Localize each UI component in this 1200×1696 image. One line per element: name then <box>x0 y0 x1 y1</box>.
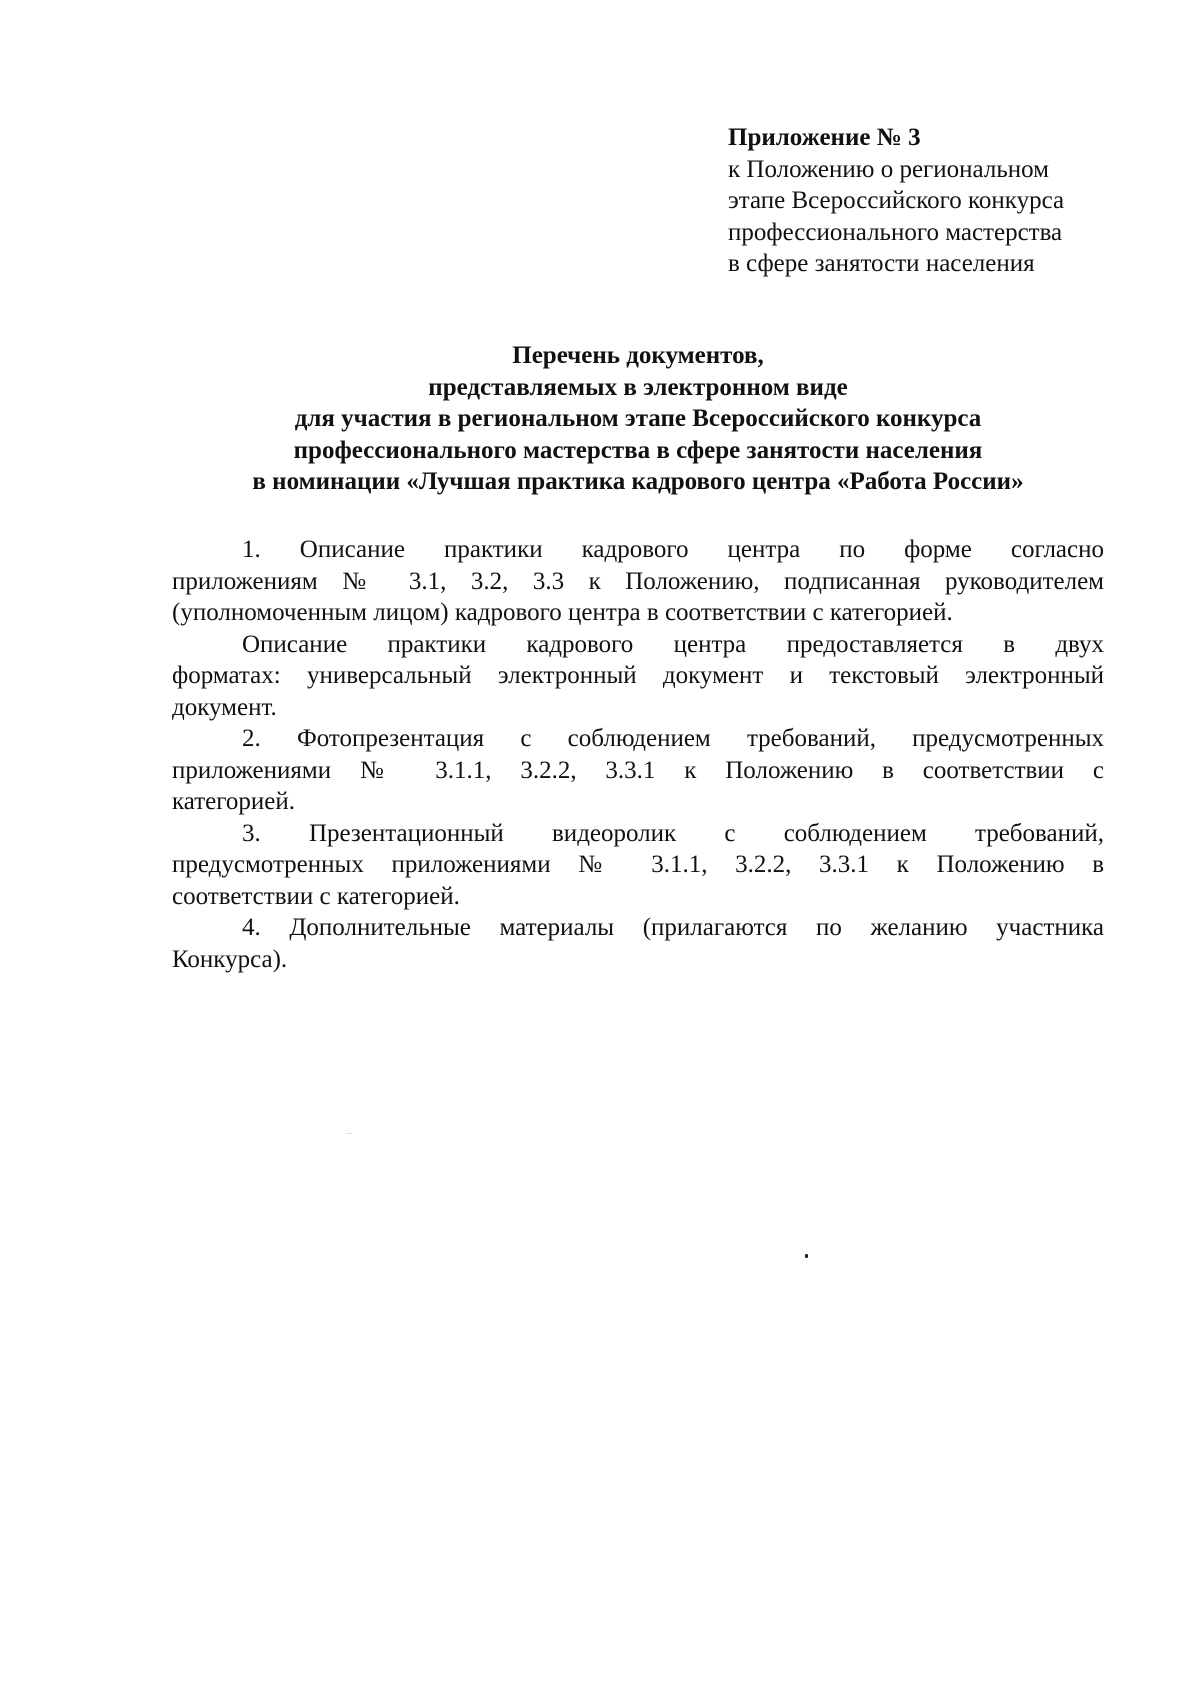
heading-line: для участия в региональном этапе Всероссийского конкурса <box>294 405 982 432</box>
appendix-line: этапе Всероссийского конкурса <box>728 187 1065 214</box>
document-body <box>172 534 1104 975</box>
paragraph-line: форматах: универсальный электронный документ и текстовый электронный <box>172 662 1104 689</box>
paragraph-description-formats <box>172 629 1104 724</box>
appendix-title: Приложение № 3 <box>728 124 921 151</box>
paragraph-item-2 <box>172 723 1104 818</box>
scan-artifact <box>346 1133 352 1134</box>
paragraph-line: 4. Дополнительные материалы (прилагаются по желанию участника <box>242 914 1104 941</box>
appendix-line: профессионального мастерства <box>728 218 1063 246</box>
paragraph-item-1 <box>172 534 1104 629</box>
paragraph-line: приложениями № 3.1.1, 3.2.2, 3.3.1 к Положению в соответствии с <box>172 756 1104 784</box>
heading-line: представляемых в электронном виде <box>428 373 848 401</box>
paragraph-line: предусмотренных приложениями № 3.1.1, 3.2.2, 3.3.1 к Положению в <box>172 851 1104 878</box>
appendix-reference <box>728 122 1128 280</box>
document-heading <box>172 340 1104 498</box>
paragraph-line: документ. <box>172 693 277 721</box>
heading-line: Перечень документов, <box>512 342 764 369</box>
appendix-line: к Положению о региональном <box>728 155 1049 183</box>
paragraph-line: 1. Описание практики кадрового центра по форме согласно <box>242 536 1104 563</box>
heading-line: профессионального мастерства в сфере занятости населения <box>293 436 983 464</box>
paragraph-item-4 <box>172 912 1104 975</box>
paragraph-line: (уполномоченным лицом) кадрового центра в соответствии с категорией. <box>172 599 953 626</box>
paragraph-line: категорией. <box>172 788 295 815</box>
scan-artifact <box>805 1254 808 1258</box>
paragraph-line: 2. Фотопрезентация с соблюдением требований, предусмотренных <box>242 725 1104 752</box>
paragraph-line: приложениям № 3.1, 3.2, 3.3 к Положению, подписанная руководителем <box>172 567 1104 595</box>
paragraph-line: соответствии с категорией. <box>172 882 460 910</box>
paragraph-line: Конкурса). <box>172 945 288 973</box>
paragraph-line: Описание практики кадрового центра предоставляется в двух <box>242 630 1104 658</box>
appendix-line: в сфере занятости населения <box>728 250 1035 277</box>
heading-line: в номинации «Лучшая практика кадрового центра «Работа России» <box>252 468 1024 495</box>
paragraph-item-3 <box>172 818 1104 913</box>
paragraph-line: 3. Презентационный видеоролик с соблюдением требований, <box>242 819 1104 847</box>
